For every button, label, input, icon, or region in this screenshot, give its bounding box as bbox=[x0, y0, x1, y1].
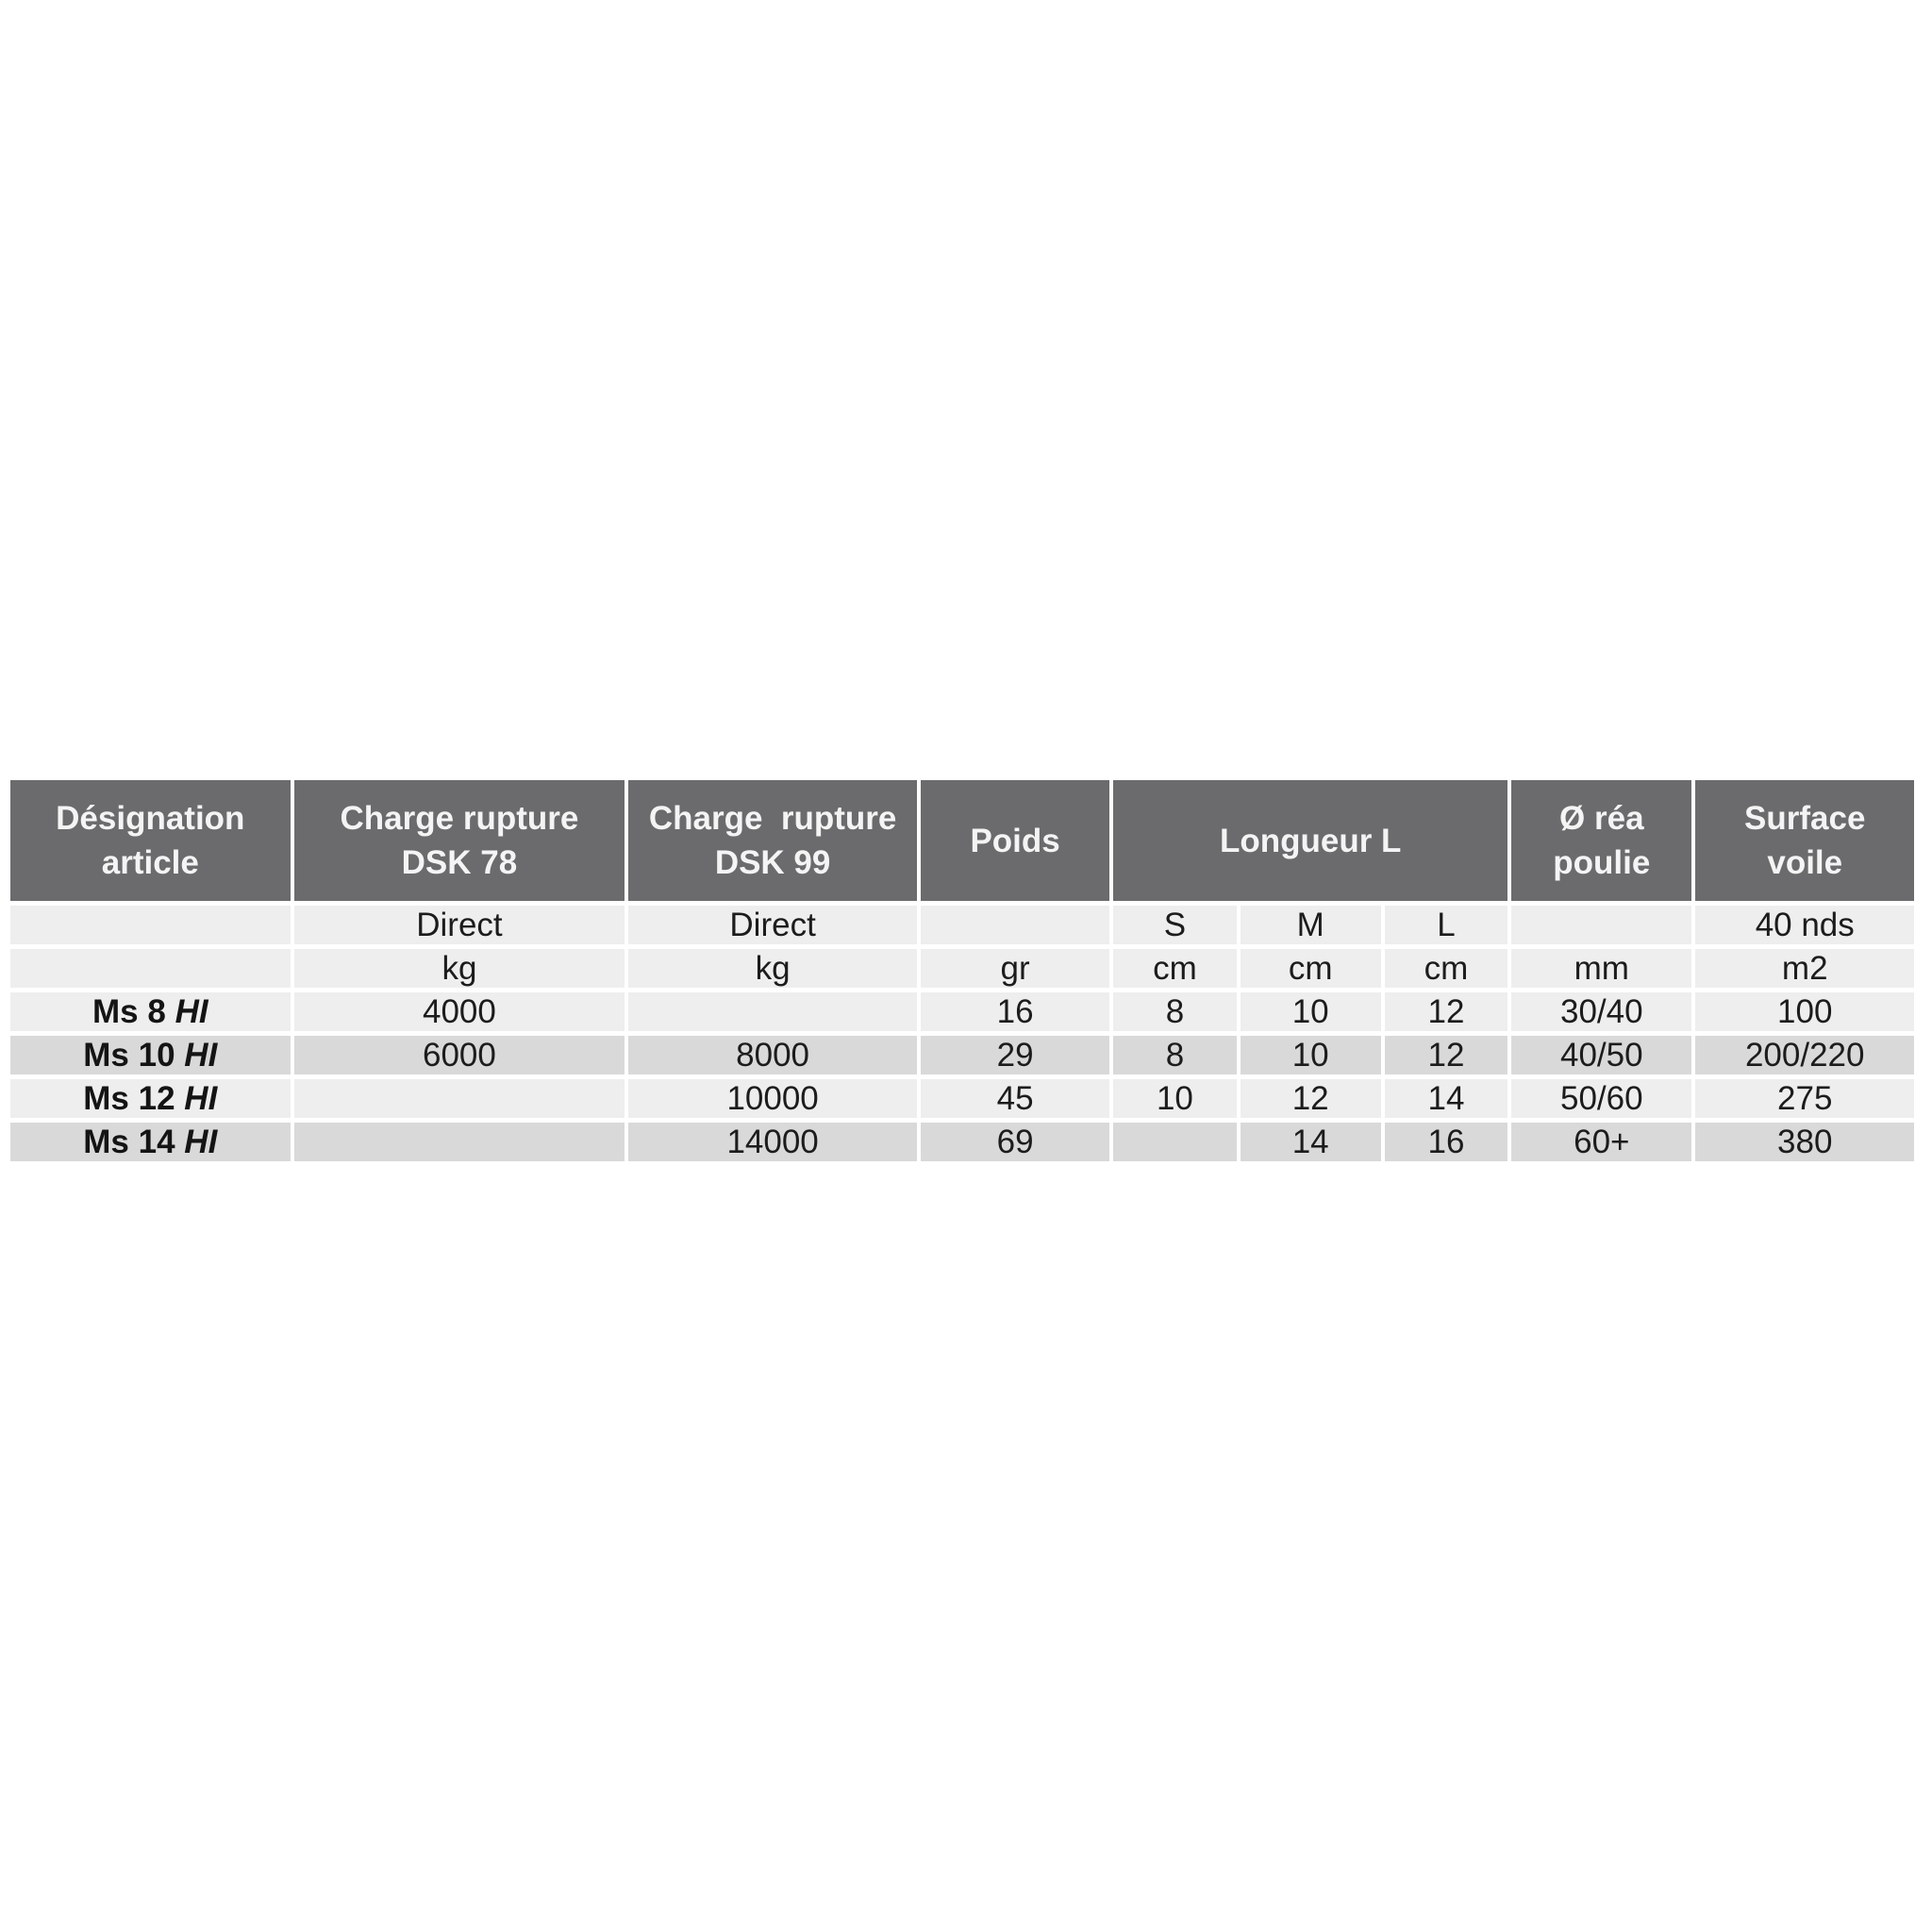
cell-length-m: 14 bbox=[1241, 1123, 1381, 1161]
cell-rea: 60+ bbox=[1511, 1123, 1691, 1161]
header-surface-voile: Surface voile bbox=[1695, 780, 1914, 901]
cell-dsk78: 4000 bbox=[294, 992, 625, 1031]
cell-poids: 69 bbox=[921, 1123, 1109, 1161]
model-name: Ms 12 HI bbox=[10, 1079, 291, 1118]
cell-rea: 40/50 bbox=[1511, 1036, 1691, 1074]
unit-dsk78: kg bbox=[294, 949, 625, 988]
cell-surface: 380 bbox=[1695, 1123, 1914, 1161]
model-suffix: HI bbox=[184, 1124, 218, 1160]
unit-s: cm bbox=[1113, 949, 1236, 988]
model-name: Ms 14 HI bbox=[10, 1123, 291, 1161]
header-longueur: Longueur L bbox=[1113, 780, 1507, 901]
cell-dsk78 bbox=[294, 1123, 625, 1161]
cell-length-m: 10 bbox=[1241, 992, 1381, 1031]
size-s-label: S bbox=[1113, 906, 1236, 944]
cell-length-l: 12 bbox=[1385, 1036, 1507, 1074]
cell-surface: 200/220 bbox=[1695, 1036, 1914, 1074]
cell-length-m: 10 bbox=[1241, 1036, 1381, 1074]
product-spec-table bbox=[7, 775, 1918, 1166]
model-suffix: HI bbox=[184, 1037, 218, 1074]
unit-poids: gr bbox=[921, 949, 1109, 988]
cell-length-l: 16 bbox=[1385, 1123, 1507, 1161]
mode-poids bbox=[921, 906, 1109, 944]
mode-rea bbox=[1511, 906, 1691, 944]
cell-poids: 16 bbox=[921, 992, 1109, 1031]
header-poids: Poids bbox=[921, 780, 1109, 901]
unit-designation bbox=[10, 949, 291, 988]
model-name: Ms 8 HI bbox=[10, 992, 291, 1031]
cell-dsk78 bbox=[294, 1079, 625, 1118]
table-row bbox=[10, 1036, 1914, 1074]
cell-length-s: 8 bbox=[1113, 1036, 1236, 1074]
header-designation: Désignation article bbox=[10, 780, 291, 901]
cell-length-s bbox=[1113, 1123, 1236, 1161]
unit-dsk99: kg bbox=[628, 949, 917, 988]
cell-surface: 275 bbox=[1695, 1079, 1914, 1118]
unit-l: cm bbox=[1385, 949, 1507, 988]
table-row bbox=[10, 992, 1914, 1031]
cell-dsk78: 6000 bbox=[294, 1036, 625, 1074]
cell-poids: 45 bbox=[921, 1079, 1109, 1118]
mode-row bbox=[10, 906, 1914, 944]
header-rea-poulie: Ø réa poulie bbox=[1511, 780, 1691, 901]
cell-length-l: 14 bbox=[1385, 1079, 1507, 1118]
cell-dsk99: 10000 bbox=[628, 1079, 917, 1118]
unit-rea: mm bbox=[1511, 949, 1691, 988]
cell-rea: 30/40 bbox=[1511, 992, 1691, 1031]
cell-dsk99: 14000 bbox=[628, 1123, 917, 1161]
cell-dsk99: 8000 bbox=[628, 1036, 917, 1074]
cell-poids: 29 bbox=[921, 1036, 1109, 1074]
cell-rea: 50/60 bbox=[1511, 1079, 1691, 1118]
model-suffix: HI bbox=[184, 1080, 218, 1117]
mode-dsk78: Direct bbox=[294, 906, 625, 944]
cell-length-l: 12 bbox=[1385, 992, 1507, 1031]
mode-dsk99: Direct bbox=[628, 906, 917, 944]
cell-length-m: 12 bbox=[1241, 1079, 1381, 1118]
size-l-label: L bbox=[1385, 906, 1507, 944]
mode-designation bbox=[10, 906, 291, 944]
model-suffix: HI bbox=[175, 993, 208, 1030]
cell-length-s: 10 bbox=[1113, 1079, 1236, 1118]
table-row bbox=[10, 1079, 1914, 1118]
size-m-label: M bbox=[1241, 906, 1381, 944]
cell-dsk99 bbox=[628, 992, 917, 1031]
model-name: Ms 10 HI bbox=[10, 1036, 291, 1074]
header-charge-dsk99: Charge rupture DSK 99 bbox=[628, 780, 917, 901]
cell-surface: 100 bbox=[1695, 992, 1914, 1031]
unit-surface: m2 bbox=[1695, 949, 1914, 988]
unit-m: cm bbox=[1241, 949, 1381, 988]
header-row bbox=[10, 780, 1914, 901]
cell-length-s: 8 bbox=[1113, 992, 1236, 1031]
header-charge-dsk78: Charge rupture DSK 78 bbox=[294, 780, 625, 901]
mode-surface: 40 nds bbox=[1695, 906, 1914, 944]
table-row bbox=[10, 1123, 1914, 1161]
unit-row bbox=[10, 949, 1914, 988]
